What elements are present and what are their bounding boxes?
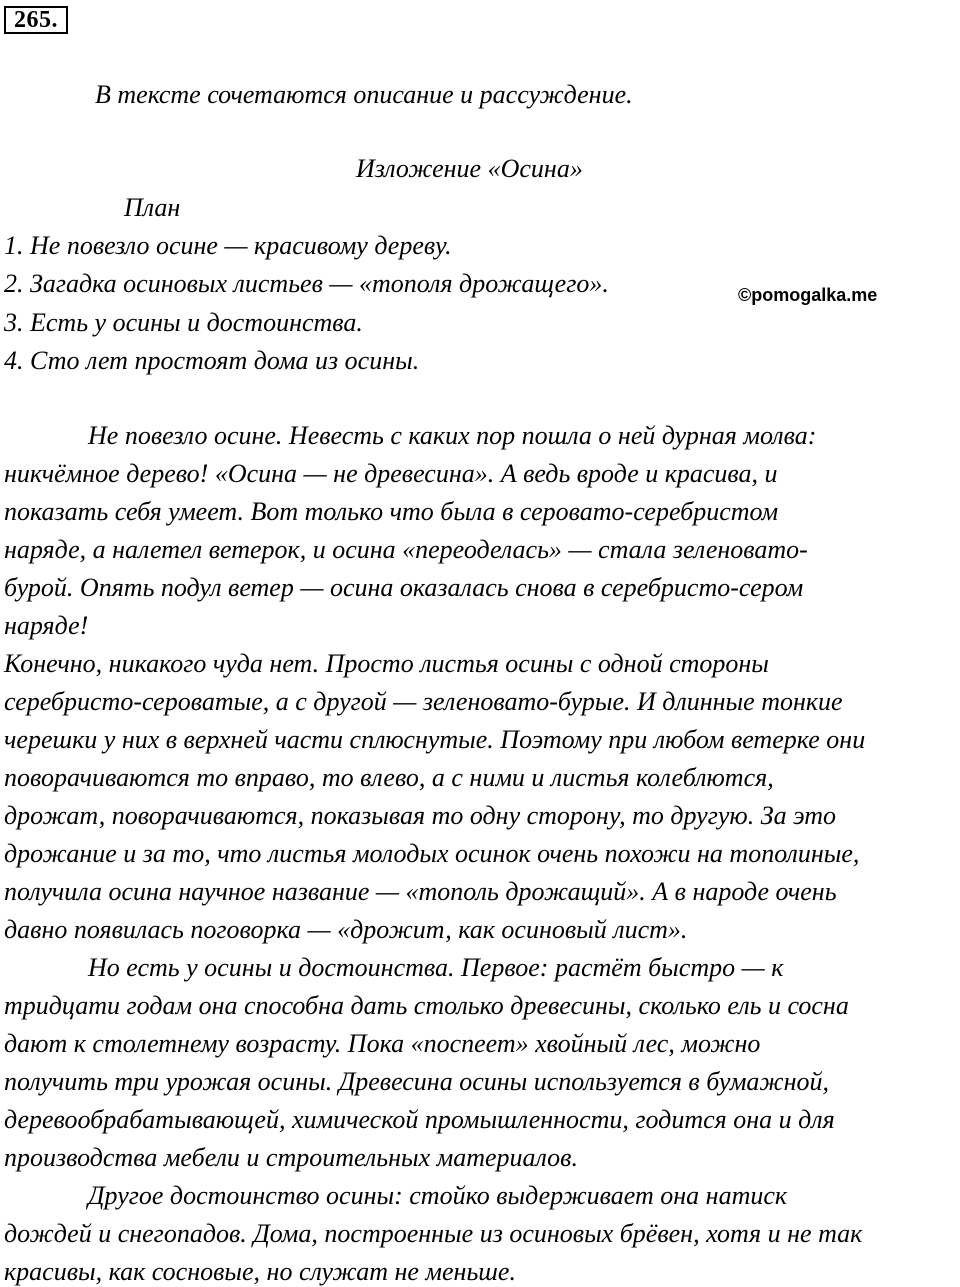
body-line: серебристо-сероватые, а с другой — зеленовато-бурые. И длинные тонкие	[4, 687, 843, 716]
body-line: Не повезло осине. Невесть с каких пор пошла о ней дурная молва:	[88, 421, 817, 450]
plan-item: 4. Сто лет простоят дома из осины.	[4, 346, 420, 375]
body-line: Но есть у осины и достоинства. Первое: растёт быстро — к	[88, 953, 784, 982]
body-line: Конечно, никакого чуда нет. Просто листья осины с одной стороны	[4, 649, 769, 678]
body-line: черешки у них в верхней части сплюснутые. Поэтому при любом ветерке они	[4, 725, 866, 754]
body-line: бурой. Опять подул ветер — осина оказалась снова в серебристо-сером	[4, 573, 804, 602]
body-line: дрожание и за то, что листья молодых осинок очень похожи на тополиные,	[4, 839, 860, 868]
body-line: дождей и снегопадов. Дома, построенные из осиновых брёвен, хотя и не так	[4, 1219, 863, 1248]
page-title: Изложение «Осина»	[356, 154, 583, 183]
body-line: красивы, как сосновые, но служат не меньше.	[4, 1257, 516, 1286]
body-line: получить три урожая осины. Древесина осины используется в бумажной,	[4, 1067, 830, 1096]
body-line: Другое достоинство осины: стойко выдерживает она натиск	[88, 1181, 788, 1210]
exercise-number: 265.	[4, 6, 68, 34]
plan-item: 1. Не повезло осине — красивому дереву.	[4, 231, 452, 260]
watermark: ©pomogalka.me	[738, 285, 878, 305]
body-line: дают к столетнему возрасту. Пока «поспеет» хвойный лес, можно	[4, 1029, 761, 1058]
body-line: наряде!	[4, 611, 89, 640]
body-line: наряде, а налетел ветерок, и осина «переоделась» — стала зеленовато-	[4, 535, 808, 564]
plan-item: 2. Загадка осиновых листьев — «тополя дрожащего».	[4, 269, 609, 298]
body-line: получила осина научное название — «тополь дрожащий». А в народе очень	[4, 877, 837, 906]
body-line: производства мебели и строительных материалов.	[4, 1143, 578, 1172]
plan-heading: План	[124, 193, 181, 222]
intro-text: В тексте сочетаются описание и рассуждение.	[95, 80, 633, 109]
body-line: никчёмное дерево! «Осина — не древесина». А ведь вроде и красива, и	[4, 459, 778, 488]
body-line: давно появилась поговорка — «дрожит, как осиновый лист».	[4, 915, 688, 944]
body-line: показать себя умеет. Вот только что была в серовато-серебристом	[4, 497, 779, 526]
plan-item: 3. Есть у осины и достоинства.	[4, 308, 363, 337]
body-line: тридцати годам она способна дать столько древесины, сколько ель и сосна	[4, 991, 849, 1020]
body-line: поворачиваются то вправо, то влево, а с ними и листья колеблются,	[4, 763, 774, 792]
body-line: дрожат, поворачиваются, показывая то одну сторону, то другую. За это	[4, 801, 836, 830]
body-line: деревообрабатывающей, химической промышленности, годится она и для	[4, 1105, 835, 1134]
